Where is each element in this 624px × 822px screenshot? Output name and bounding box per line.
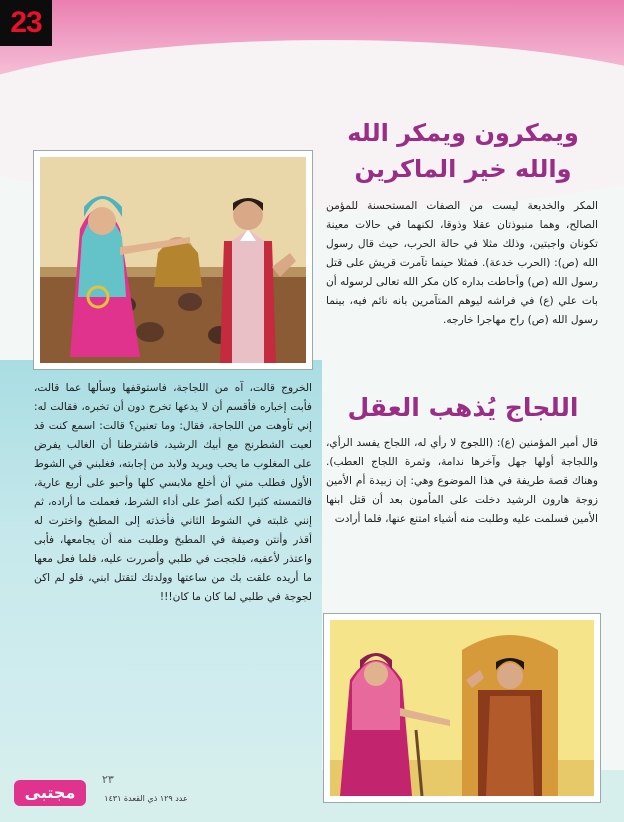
illustration-throne-scene xyxy=(323,613,601,803)
footer-page-number: ٢٣ xyxy=(102,773,114,786)
magazine-logo: مجتبى xyxy=(14,780,86,806)
article1-body: المكر والخديعة ليست من الصفات المستحسنة للمؤمن الصالح، وهما منبوذتان عقلا وذوقا، لكنهما في حالات معينة تكونان واجبتين، وذلك مثلا في حالة الحرب، حيث قال رسول الله (ص): (الحرب خدعة). فمثلا حينما تآمرت قريش على قتل رسول الله (ص) وأحاطت بداره كان مكر الله تعالى لرسوله أن بات علي (ع) في فراشه ليوهم المتآمرين بانه نائم فيه، بينما رسول الله (ص) راح مهاجرا خارجه. xyxy=(326,200,598,326)
article2-body: قال أمير المؤمنين (ع): (اللجوج لا رأي له، اللجاج يفسد الرأي، واللجاجة أولها جهل وآخرها ندامة، وثمرة اللجاج العطب). وهناك قصة طريفة في هذا الموضوع وهي: إن زبيدة أم الأمين زوجة هارون الرشيد دخلت على المأمون بعد أن قتل ابنها الأمين فسلمت عليه وطلبت منه أشياء امتنع عنها، فلما أرادت xyxy=(326,437,598,525)
article2-continuation: الخروج قالت، آه من اللجاجة، فاستوقفها وسألها عما قالت، فأبت إخباره فأقسم أن لا يدعها تخرج دون أن تخبره، فقالت له: إني تأوهت من اللجاجة، فقال: وما تعنين؟ قالت: اسمع كنت قد لعبت الشطرنج مع أبيك الرشيد، فاشترطنا أن الغالب يفرض على المغلوب ما يحب ويريد ولابد من إجابته، فغلبني في الشوط الأول فطلب مني أن أخلع ملابسي كلها وأحبو على أربع عارية، فالتمسته كثيرا لكنه أصرّ على أداء الشرط، فعملت ما أراده، ثم إنني غلبته في الشوط الثاني فأخذته إلى المطبخ واخترت له أقذر وأنتن وصيفة في المطبخ وطلبت منه أن يجامعها، فأبى واعتذر لأعفيه، فلججت في طلبي وأصررت عليه، فلما فعل معها ما أريده علقت بك من ساعتها وولدتك لتقتل ابني، فلو لم اكن لجوجة في طلبي لما كان ما كان!!! xyxy=(34,382,312,603)
article2-title: اللجاج يُذهب العقل xyxy=(347,393,579,422)
cooking-scene-art xyxy=(40,157,306,363)
article1-title-line1: ويمكرون ويمكر الله xyxy=(347,119,579,147)
issue-info: عدد ١٢٩ ذي القعدة ١٤٣١ xyxy=(104,794,188,803)
throne-scene-art xyxy=(330,620,594,796)
page-number: 23 xyxy=(0,0,52,46)
illustration-cooking-scene xyxy=(33,150,313,370)
article1-title-line2: والله خير الماكرين xyxy=(354,155,572,183)
